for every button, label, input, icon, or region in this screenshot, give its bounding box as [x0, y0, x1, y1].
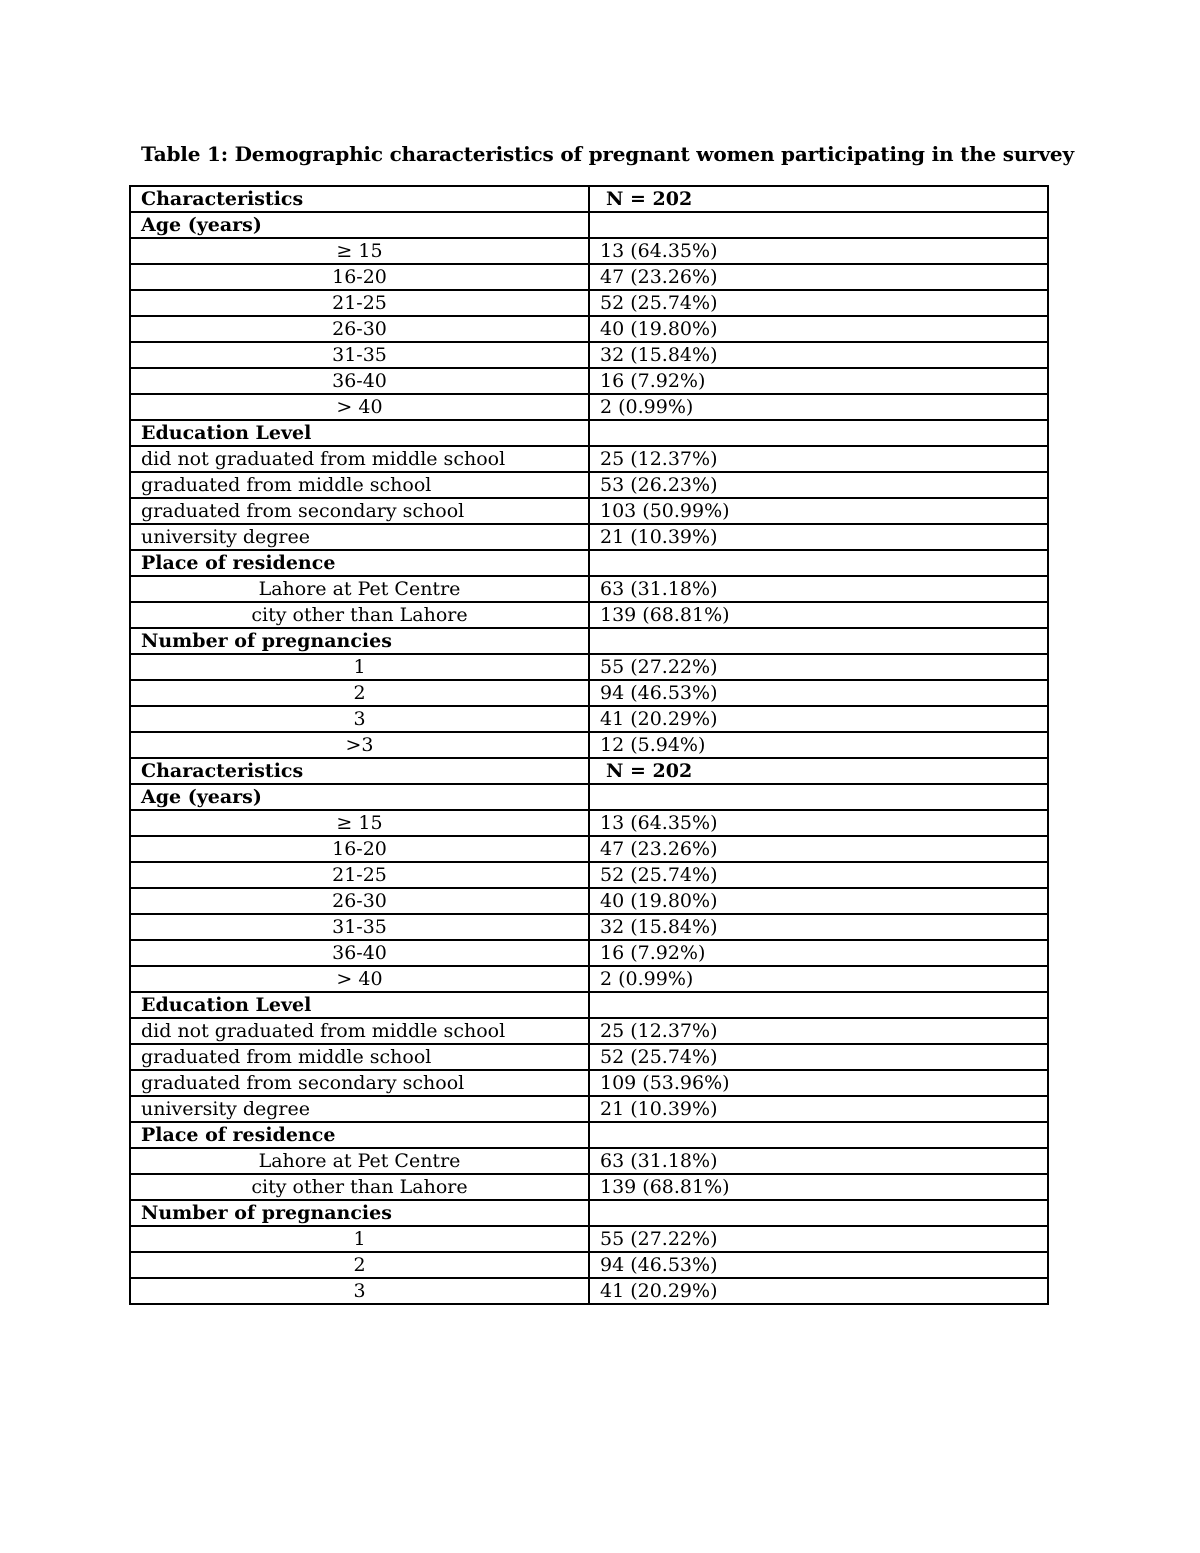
section-heading: Education Level	[130, 420, 589, 446]
characteristic-cell: 21-25	[130, 862, 589, 888]
characteristic-cell: 3	[130, 706, 589, 732]
table-row	[130, 940, 1048, 966]
characteristic-cell: 16-20	[130, 836, 589, 862]
table-section-row	[130, 1122, 1048, 1148]
value-cell: 52 (25.74%)	[589, 862, 1048, 888]
characteristic-cell: 31-35	[130, 342, 589, 368]
demographics-table	[129, 185, 1049, 1305]
table-section-row	[130, 212, 1048, 238]
characteristic-cell: did not graduated from middle school	[130, 446, 589, 472]
characteristic-cell: city other than Lahore	[130, 602, 589, 628]
table-row	[130, 446, 1048, 472]
characteristic-cell: ≥ 15	[130, 810, 589, 836]
value-cell: 139 (68.81%)	[589, 1174, 1048, 1200]
section-heading: Place of residence	[130, 1122, 589, 1148]
value-cell: 139 (68.81%)	[589, 602, 1048, 628]
value-cell: 12 (5.94%)	[589, 732, 1048, 758]
value-cell: 2 (0.99%)	[589, 966, 1048, 992]
characteristic-cell: > 40	[130, 394, 589, 420]
characteristic-cell: 1	[130, 1226, 589, 1252]
value-cell: 40 (19.80%)	[589, 316, 1048, 342]
section-heading: Education Level	[130, 992, 589, 1018]
value-cell: 32 (15.84%)	[589, 914, 1048, 940]
table-row	[130, 680, 1048, 706]
characteristic-cell: 3	[130, 1278, 589, 1304]
characteristic-cell: > 40	[130, 966, 589, 992]
value-cell: 47 (23.26%)	[589, 264, 1048, 290]
table-row	[130, 654, 1048, 680]
table-row	[130, 836, 1048, 862]
table-row	[130, 862, 1048, 888]
characteristic-cell: 21-25	[130, 290, 589, 316]
column-header-count: N = 202	[589, 186, 1048, 212]
value-cell: 47 (23.26%)	[589, 836, 1048, 862]
value-cell: 41 (20.29%)	[589, 706, 1048, 732]
table-row	[130, 732, 1048, 758]
characteristic-cell: >3	[130, 732, 589, 758]
table-section-row	[130, 784, 1048, 810]
characteristic-cell: 26-30	[130, 316, 589, 342]
value-cell	[589, 628, 1048, 654]
table-row	[130, 1278, 1048, 1304]
table-row	[130, 342, 1048, 368]
section-heading: Number of pregnancies	[130, 1200, 589, 1226]
table-section-row	[130, 992, 1048, 1018]
column-header-characteristics: Characteristics	[130, 186, 589, 212]
table-row	[130, 914, 1048, 940]
table-row	[130, 1044, 1048, 1070]
value-cell: 52 (25.74%)	[589, 290, 1048, 316]
characteristic-cell: 2	[130, 1252, 589, 1278]
table-section-row	[130, 1200, 1048, 1226]
table-row	[130, 394, 1048, 420]
table-section-row	[130, 628, 1048, 654]
value-cell: 55 (27.22%)	[589, 654, 1048, 680]
value-cell: 94 (46.53%)	[589, 1252, 1048, 1278]
table-row	[130, 888, 1048, 914]
value-cell: 52 (25.74%)	[589, 1044, 1048, 1070]
table-section-row	[130, 550, 1048, 576]
table-row	[130, 602, 1048, 628]
characteristic-cell: graduated from secondary school	[130, 1070, 589, 1096]
characteristic-cell: graduated from secondary school	[130, 498, 589, 524]
section-heading: Place of residence	[130, 550, 589, 576]
value-cell: 63 (31.18%)	[589, 576, 1048, 602]
table-header-row	[130, 758, 1048, 784]
characteristic-cell: 1	[130, 654, 589, 680]
value-cell	[589, 212, 1048, 238]
value-cell: 13 (64.35%)	[589, 238, 1048, 264]
table-row	[130, 1252, 1048, 1278]
demographics-table-container	[129, 185, 1047, 1305]
value-cell: 55 (27.22%)	[589, 1226, 1048, 1252]
characteristic-cell: did not graduated from middle school	[130, 1018, 589, 1044]
characteristic-cell: graduated from middle school	[130, 472, 589, 498]
characteristic-cell: 2	[130, 680, 589, 706]
characteristic-cell: university degree	[130, 1096, 589, 1122]
value-cell	[589, 1122, 1048, 1148]
value-cell	[589, 992, 1048, 1018]
value-cell: 53 (26.23%)	[589, 472, 1048, 498]
table-row	[130, 316, 1048, 342]
value-cell: 41 (20.29%)	[589, 1278, 1048, 1304]
section-heading: Number of pregnancies	[130, 628, 589, 654]
characteristic-cell: Lahore at Pet Centre	[130, 1148, 589, 1174]
table-section-row	[130, 420, 1048, 446]
table-row	[130, 810, 1048, 836]
table-row	[130, 706, 1048, 732]
column-header-characteristics: Characteristics	[130, 758, 589, 784]
table-row	[130, 576, 1048, 602]
value-cell: 40 (19.80%)	[589, 888, 1048, 914]
characteristic-cell: 16-20	[130, 264, 589, 290]
value-cell: 63 (31.18%)	[589, 1148, 1048, 1174]
table-row	[130, 264, 1048, 290]
table-row	[130, 1226, 1048, 1252]
section-heading: Age (years)	[130, 784, 589, 810]
value-cell: 103 (50.99%)	[589, 498, 1048, 524]
table-row	[130, 1018, 1048, 1044]
table-row	[130, 498, 1048, 524]
value-cell: 94 (46.53%)	[589, 680, 1048, 706]
value-cell	[589, 420, 1048, 446]
value-cell: 25 (12.37%)	[589, 1018, 1048, 1044]
value-cell: 109 (53.96%)	[589, 1070, 1048, 1096]
table-body	[130, 186, 1048, 1304]
value-cell	[589, 784, 1048, 810]
value-cell: 21 (10.39%)	[589, 1096, 1048, 1122]
characteristic-cell: 36-40	[130, 940, 589, 966]
value-cell: 13 (64.35%)	[589, 810, 1048, 836]
value-cell: 32 (15.84%)	[589, 342, 1048, 368]
table-row	[130, 524, 1048, 550]
table-row	[130, 472, 1048, 498]
value-cell: 21 (10.39%)	[589, 524, 1048, 550]
table-row	[130, 238, 1048, 264]
characteristic-cell: 36-40	[130, 368, 589, 394]
table-row	[130, 1174, 1048, 1200]
value-cell: 2 (0.99%)	[589, 394, 1048, 420]
characteristic-cell: 31-35	[130, 914, 589, 940]
characteristic-cell: city other than Lahore	[130, 1174, 589, 1200]
value-cell	[589, 1200, 1048, 1226]
value-cell: 25 (12.37%)	[589, 446, 1048, 472]
value-cell: 16 (7.92%)	[589, 368, 1048, 394]
table-row	[130, 290, 1048, 316]
characteristic-cell: 26-30	[130, 888, 589, 914]
table-row	[130, 966, 1048, 992]
section-heading: Age (years)	[130, 212, 589, 238]
characteristic-cell: ≥ 15	[130, 238, 589, 264]
column-header-count: N = 202	[589, 758, 1048, 784]
characteristic-cell: Lahore at Pet Centre	[130, 576, 589, 602]
value-cell: 16 (7.92%)	[589, 940, 1048, 966]
table-caption: Table 1: Demographic characteristics of pregnant women participating in the survey	[141, 142, 1074, 166]
characteristic-cell: university degree	[130, 524, 589, 550]
value-cell	[589, 550, 1048, 576]
table-row	[130, 1096, 1048, 1122]
table-row	[130, 1070, 1048, 1096]
table-row	[130, 368, 1048, 394]
table-row	[130, 1148, 1048, 1174]
characteristic-cell: graduated from middle school	[130, 1044, 589, 1070]
table-header-row	[130, 186, 1048, 212]
